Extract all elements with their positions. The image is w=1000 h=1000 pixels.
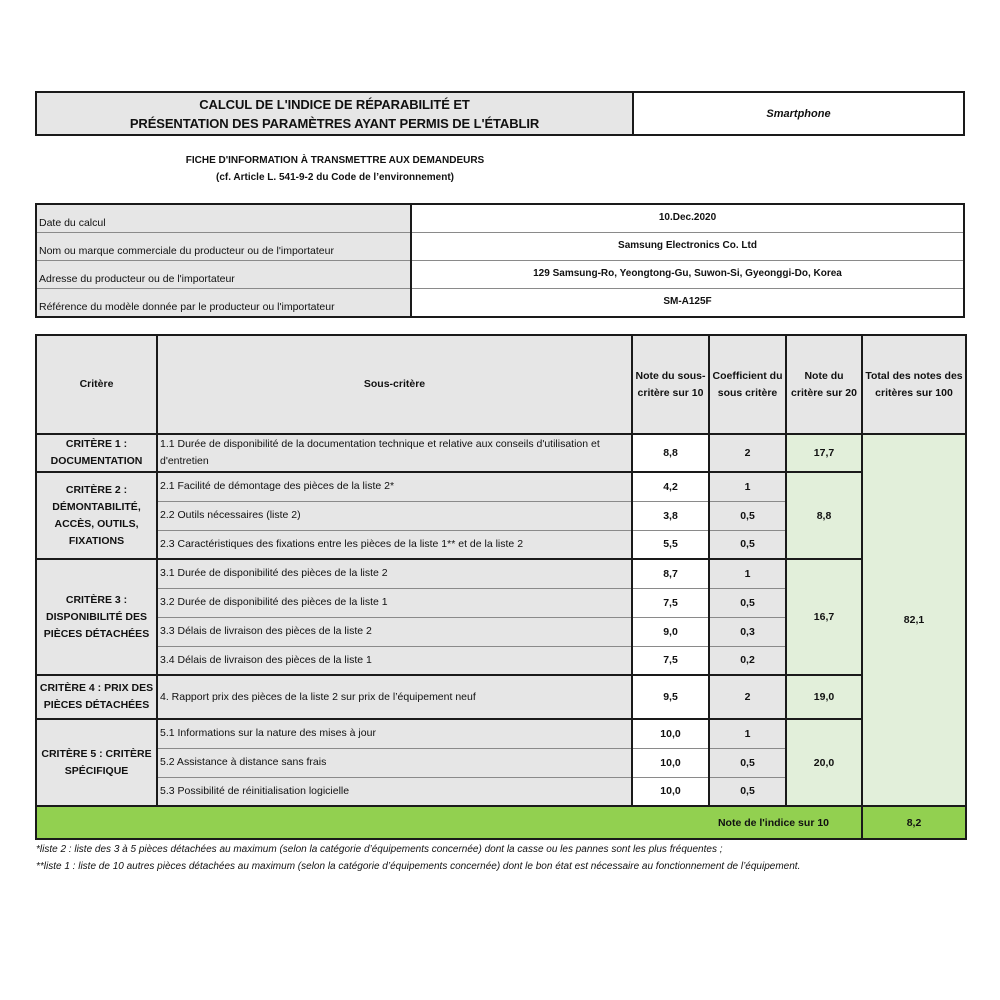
table-row [36,434,966,472]
info-value: 129 Samsung-Ro, Yeongtong-Gu, Suwon-Si, Gyeonggi-Do, Korea [411,261,964,289]
title-line-1: CALCUL DE L'INDICE DE RÉPARABILITÉ ET [199,96,470,112]
title-box [35,91,965,136]
producer-info-table [35,203,965,318]
sub-criterion-label: 3.4 Délais de livraison des pièces de la liste 1 [157,646,632,675]
sub-criterion-note: 4,2 [632,472,709,501]
footnote-liste-1: **liste 1 : liste de 10 autres pièces détachées au maximum (selon la catégorie d’équipements concernée) dont le bon état est nécessaire au fonctionnement de l’équipement. [36,860,801,872]
info-value: SM-A125F [411,289,964,317]
info-label: Date du calcul [36,204,411,232]
sub-criterion-coefficient: 0,5 [709,501,786,530]
info-value: 10.Dec.2020 [411,204,964,232]
info-row-brand [36,232,964,260]
sub-criterion-note: 9,0 [632,617,709,646]
sub-criterion-label: 5.2 Assistance à distance sans frais [157,748,632,777]
sub-criterion-note: 10,0 [632,719,709,748]
footnotes [36,842,966,875]
sub-criterion-note: 7,5 [632,646,709,675]
footnote-liste-2: *liste 2 : liste des 3 à 5 pièces détachées au maximum (selon la catégorie d’équipements concernée) dont la casse ou les pannes sont les plus fréquentes ; [36,844,723,855]
sub-criterion-coefficient: 2 [709,675,786,719]
sub-criterion-label: 3.1 Durée de disponibilité des pièces de la liste 2 [157,559,632,588]
sub-criterion-note: 3,8 [632,501,709,530]
total-score-100: 82,1 [862,434,966,806]
header-note-sous-critere: Note du sous-critère sur 10 [632,335,709,434]
sub-criterion-coefficient: 0,3 [709,617,786,646]
table-row [36,472,966,501]
header-coefficient: Coefficient du sous critère [709,335,786,434]
sub-criterion-label: 2.1 Facilité de démontage des pièces de la liste 2* [157,472,632,501]
criterion-score: 20,0 [786,719,862,806]
header-note-critere: Note du critère sur 20 [786,335,862,434]
document-title [37,93,634,134]
sub-criterion-label: 5.3 Possibilité de réinitialisation logicielle [157,777,632,806]
sub-criterion-note: 8,8 [632,434,709,472]
criterion-score: 19,0 [786,675,862,719]
info-label: Nom ou marque commerciale du producteur ou de l'importateur [36,232,411,260]
criterion-score: 8,8 [786,472,862,559]
table-row [36,559,966,588]
criterion-score: 16,7 [786,559,862,675]
subtitle-line-2: (cf. Article L. 541-9-2 du Code de l’environnement) [215,172,454,183]
header-critere: Critère [36,335,157,434]
product-category: Smartphone [766,107,831,120]
criterion-name: CRITÈRE 3 : DISPONIBILITÉ DES PIÈCES DÉTACHÉES [36,559,157,675]
repairability-score-table [35,334,967,840]
sub-criterion-coefficient: 0,5 [709,588,786,617]
sub-criterion-note: 9,5 [632,675,709,719]
sub-criterion-coefficient: 1 [709,719,786,748]
criterion-name: CRITÈRE 2 : DÉMONTABILITÉ, ACCÈS, OUTILS, FIXATIONS [36,472,157,559]
sub-criterion-label: 2.3 Caractéristiques des fixations entre les pièces de la liste 1** et de la liste 2 [157,530,632,559]
sub-criterion-label: 1.1 Durée de disponibilité de la documentation technique et relative aux conseils d'utilisation et d'entretien [157,434,632,472]
sub-criterion-label: 2.2 Outils nécessaires (liste 2) [157,501,632,530]
sub-criterion-label: 3.2 Durée de disponibilité des pièces de la liste 1 [157,588,632,617]
info-row-address [36,261,964,289]
header-total: Total des notes des critères sur 100 [862,335,966,434]
sub-criterion-note: 8,7 [632,559,709,588]
table-header-row [36,335,966,434]
final-score-row [36,806,966,839]
criterion-name: CRITÈRE 5 : CRITÈRE SPÉCIFIQUE [36,719,157,806]
sub-criterion-note: 10,0 [632,777,709,806]
title-line-2: PRÉSENTATION DES PARAMÈTRES AYANT PERMIS DE L'ÉTABLIR [129,115,540,131]
sub-criterion-label: 3.3 Délais de livraison des pièces de la liste 2 [157,617,632,646]
criterion-name: CRITÈRE 4 : PRIX DES PIÈCES DÉTACHÉES [36,675,157,719]
sub-criterion-label: 4. Rapport prix des pièces de la liste 2 sur prix de l’équipement neuf [157,675,632,719]
info-row-date [36,204,964,232]
table-row [36,675,966,719]
criterion-score: 17,7 [786,434,862,472]
sub-criterion-coefficient: 0,5 [709,530,786,559]
final-score-label: Note de l'indice sur 10 [36,806,862,839]
sub-criterion-coefficient: 1 [709,472,786,501]
subtitle [35,152,635,186]
info-label: Adresse du producteur ou de l'importateur [36,261,411,289]
info-label: Référence du modèle donnée par le producteur ou l'importateur [36,289,411,317]
sub-criterion-coefficient: 0,2 [709,646,786,675]
criterion-name: CRITÈRE 1 : DOCUMENTATION [36,434,157,472]
sub-criterion-coefficient: 1 [709,559,786,588]
sub-criterion-note: 7,5 [632,588,709,617]
table-row [36,719,966,748]
sub-criterion-note: 10,0 [632,748,709,777]
sub-criterion-label: 5.1 Informations sur la nature des mises à jour [157,719,632,748]
final-score-value: 8,2 [862,806,966,839]
info-value: Samsung Electronics Co. Ltd [411,232,964,260]
info-row-model [36,289,964,317]
sub-criterion-coefficient: 2 [709,434,786,472]
sub-criterion-note: 5,5 [632,530,709,559]
subtitle-line-1: FICHE D'INFORMATION À TRANSMETTRE AUX DEMANDEURS [185,155,485,166]
header-sous-critere: Sous-critère [157,335,632,434]
sub-criterion-coefficient: 0,5 [709,748,786,777]
sub-criterion-coefficient: 0,5 [709,777,786,806]
